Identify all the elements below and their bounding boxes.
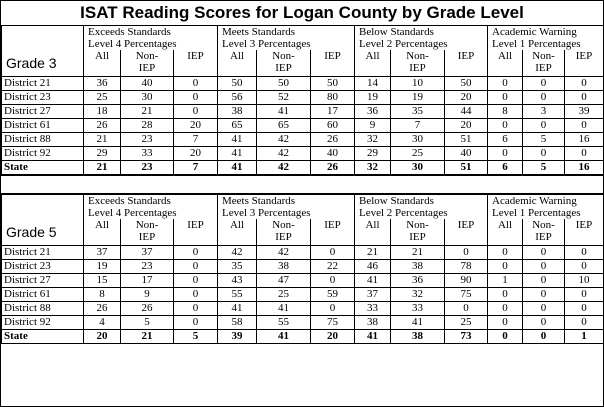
score-cell: 33 [391, 302, 445, 316]
score-cell: 26 [84, 119, 121, 133]
score-cell: 0 [174, 91, 218, 105]
score-cell: 0 [311, 302, 355, 316]
score-cell: 37 [84, 246, 121, 260]
score-cell: 0 [445, 246, 488, 260]
sub-header: All [218, 50, 257, 77]
score-cell: 0 [488, 260, 523, 274]
score-cell: 7 [174, 161, 218, 175]
score-cell: 0 [174, 274, 218, 288]
score-cell: 0 [565, 260, 604, 274]
score-cell: 26 [84, 302, 121, 316]
row-label: District 61 [2, 119, 84, 133]
score-cell: 55 [257, 316, 311, 330]
score-cell: 25 [391, 147, 445, 161]
score-cell: 5 [523, 161, 565, 175]
score-cell: 38 [218, 105, 257, 119]
score-cell: 8 [488, 105, 523, 119]
score-cell: 19 [84, 260, 121, 274]
score-cell: 42 [257, 161, 311, 175]
score-cell: 16 [565, 161, 604, 175]
score-cell: 21 [355, 246, 391, 260]
score-cell: 0 [523, 330, 565, 344]
row-label: District 23 [2, 260, 84, 274]
sub-header [257, 50, 311, 77]
row-label: District 61 [2, 288, 84, 302]
score-cell: 41 [218, 161, 257, 175]
group-header-line: Level 1 Percentages [492, 207, 581, 219]
group-header [488, 26, 604, 51]
row-label: District 92 [2, 147, 84, 161]
sub-header-line: Non- [272, 50, 295, 62]
score-cell: 58 [218, 316, 257, 330]
district-row [2, 91, 604, 105]
score-cell: 41 [257, 302, 311, 316]
score-cell: 40 [311, 147, 355, 161]
group-header [84, 26, 218, 51]
district-row [2, 316, 604, 330]
group-header [355, 195, 488, 220]
group-header-row [2, 195, 604, 220]
score-cell: 0 [565, 77, 604, 91]
grade-label: Grade 5 [2, 219, 84, 246]
score-cell: 42 [257, 246, 311, 260]
score-cell: 52 [257, 91, 311, 105]
district-row [2, 105, 604, 119]
score-cell: 21 [121, 105, 174, 119]
sub-header-line: IEP [409, 62, 426, 74]
score-cell: 36 [84, 77, 121, 91]
score-cell: 41 [257, 105, 311, 119]
sub-header: IEP [445, 219, 488, 246]
row-label: District 21 [2, 77, 84, 91]
district-row [2, 260, 604, 274]
sub-header: All [84, 219, 121, 246]
score-cell: 20 [174, 147, 218, 161]
sub-header-line: Non- [532, 219, 555, 231]
score-cell: 40 [121, 77, 174, 91]
section-spacer [1, 175, 603, 194]
group-header-line: Meets Standards [222, 195, 296, 207]
score-cell: 29 [84, 147, 121, 161]
group-header-line: Below Standards [359, 26, 434, 38]
score-cell: 7 [391, 119, 445, 133]
score-cell: 32 [355, 133, 391, 147]
score-cell: 37 [121, 246, 174, 260]
score-cell: 0 [311, 274, 355, 288]
score-cell: 0 [488, 91, 523, 105]
score-cell: 38 [257, 260, 311, 274]
row-label: District 23 [2, 91, 84, 105]
score-cell: 1 [488, 274, 523, 288]
score-cell: 41 [218, 302, 257, 316]
score-cell: 50 [445, 77, 488, 91]
sub-header: IEP [311, 50, 355, 77]
score-cell: 55 [218, 288, 257, 302]
score-cell: 39 [218, 330, 257, 344]
score-cell: 56 [218, 91, 257, 105]
sub-header: IEP [311, 219, 355, 246]
score-cell: 5 [121, 316, 174, 330]
score-cell: 0 [174, 316, 218, 330]
score-cell: 36 [355, 105, 391, 119]
group-header [488, 195, 604, 220]
district-row [2, 246, 604, 260]
sub-header-line: IEP [409, 231, 426, 243]
score-cell: 21 [391, 246, 445, 260]
row-label: District 21 [2, 246, 84, 260]
score-cell: 38 [355, 316, 391, 330]
score-cell: 0 [523, 119, 565, 133]
sub-header-line: IEP [275, 62, 292, 74]
score-cell: 0 [565, 91, 604, 105]
score-cell: 29 [355, 147, 391, 161]
group-header-line: Level 2 Percentages [359, 207, 448, 219]
grade-label: Grade 3 [2, 50, 84, 77]
score-cell: 50 [311, 77, 355, 91]
score-cell: 0 [523, 147, 565, 161]
sub-header-row [2, 50, 604, 77]
score-cell: 9 [355, 119, 391, 133]
group-header-line: Exceeds Standards [88, 195, 171, 207]
sub-header-line: IEP [535, 231, 552, 243]
score-cell: 65 [218, 119, 257, 133]
score-cell: 0 [565, 316, 604, 330]
score-cell: 0 [174, 246, 218, 260]
group-header-line: Level 4 Percentages [88, 207, 177, 219]
header-corner [2, 26, 84, 51]
sub-header-line: IEP [535, 62, 552, 74]
score-cell: 90 [445, 274, 488, 288]
score-cell: 15 [84, 274, 121, 288]
page-title: ISAT Reading Scores for Logan County by Grade Level [80, 3, 524, 22]
score-cell: 0 [445, 302, 488, 316]
score-cell: 25 [84, 91, 121, 105]
score-cell: 21 [121, 330, 174, 344]
sub-header [391, 50, 445, 77]
sub-header-line: IEP [138, 62, 156, 74]
score-cell: 0 [488, 147, 523, 161]
score-cell: 3 [523, 105, 565, 119]
score-cell: 0 [488, 302, 523, 316]
score-cell: 26 [311, 161, 355, 175]
score-cell: 60 [311, 119, 355, 133]
score-cell: 0 [174, 302, 218, 316]
score-cell: 35 [218, 260, 257, 274]
score-cell: 0 [488, 246, 523, 260]
score-cell: 41 [257, 330, 311, 344]
score-cell: 26 [121, 302, 174, 316]
score-cell: 0 [488, 77, 523, 91]
sub-header [121, 50, 174, 77]
score-cell: 14 [355, 77, 391, 91]
score-cell: 23 [121, 133, 174, 147]
score-cell: 21 [84, 133, 121, 147]
score-cell: 5 [523, 133, 565, 147]
score-cell: 0 [565, 119, 604, 133]
score-cell: 6 [488, 161, 523, 175]
score-cell: 35 [391, 105, 445, 119]
score-cell: 7 [174, 133, 218, 147]
district-row [2, 302, 604, 316]
score-cell: 51 [445, 133, 488, 147]
score-cell: 65 [257, 119, 311, 133]
score-cell: 22 [311, 260, 355, 274]
score-cell: 47 [257, 274, 311, 288]
score-cell: 19 [355, 91, 391, 105]
score-cell: 8 [84, 288, 121, 302]
score-cell: 21 [84, 161, 121, 175]
sub-header-line: IEP [138, 231, 156, 243]
sub-header: IEP [174, 219, 218, 246]
row-label: District 27 [2, 274, 84, 288]
score-cell: 10 [391, 77, 445, 91]
score-cell: 50 [218, 77, 257, 91]
group-header-row [2, 26, 604, 51]
sub-header-line: Non- [272, 219, 295, 231]
header-corner [2, 195, 84, 220]
score-cell: 41 [391, 316, 445, 330]
sub-header-line: Non- [532, 50, 555, 62]
district-row [2, 133, 604, 147]
score-cell: 41 [355, 274, 391, 288]
score-cell: 51 [445, 161, 488, 175]
sub-header-line: IEP [275, 231, 292, 243]
district-row [2, 119, 604, 133]
score-cell: 19 [391, 91, 445, 105]
district-row [2, 147, 604, 161]
score-cell: 20 [445, 119, 488, 133]
score-cell: 0 [523, 77, 565, 91]
sub-header-line: Non- [135, 50, 159, 62]
score-cell: 0 [523, 91, 565, 105]
score-cell: 0 [488, 288, 523, 302]
row-label: District 88 [2, 133, 84, 147]
score-cell: 4 [84, 316, 121, 330]
score-cell: 20 [445, 91, 488, 105]
score-cell: 59 [311, 288, 355, 302]
score-cell: 43 [218, 274, 257, 288]
score-cell: 30 [121, 91, 174, 105]
sub-header: IEP [174, 50, 218, 77]
score-cell: 80 [311, 91, 355, 105]
score-cell: 9 [121, 288, 174, 302]
score-cell: 28 [121, 119, 174, 133]
score-cell: 6 [488, 133, 523, 147]
sub-header: IEP [565, 219, 604, 246]
score-cell: 1 [565, 330, 604, 344]
score-cell: 0 [523, 316, 565, 330]
district-row [2, 77, 604, 91]
sub-header: All [488, 50, 523, 77]
state-row [2, 161, 604, 175]
score-cell: 38 [391, 330, 445, 344]
score-cell: 0 [565, 147, 604, 161]
group-header-line: Academic Warning [492, 195, 577, 207]
sub-header: All [84, 50, 121, 77]
grade-table-grade-3 [1, 25, 604, 175]
group-header [84, 195, 218, 220]
score-cell: 20 [84, 330, 121, 344]
sub-header: IEP [445, 50, 488, 77]
score-cell: 0 [523, 274, 565, 288]
group-header [218, 26, 355, 51]
group-header-line: Exceeds Standards [88, 26, 171, 38]
score-cell: 26 [311, 133, 355, 147]
group-header-line: Academic Warning [492, 26, 577, 38]
sub-header-line: Non- [135, 219, 159, 231]
score-cell: 16 [565, 133, 604, 147]
score-cell: 50 [257, 77, 311, 91]
sub-header: All [488, 219, 523, 246]
group-header [218, 195, 355, 220]
sub-header [523, 50, 565, 77]
score-cell: 0 [523, 260, 565, 274]
score-cell: 30 [391, 133, 445, 147]
score-cell: 0 [488, 330, 523, 344]
group-header-line: Level 3 Percentages [222, 38, 311, 50]
score-cell: 75 [445, 288, 488, 302]
score-cell: 0 [523, 246, 565, 260]
row-label: District 27 [2, 105, 84, 119]
sub-header: All [218, 219, 257, 246]
score-cell: 0 [174, 105, 218, 119]
sub-header-line: Non- [406, 219, 429, 231]
group-header-line: Level 3 Percentages [222, 207, 311, 219]
score-cell: 41 [355, 330, 391, 344]
score-cell: 0 [565, 246, 604, 260]
score-cell: 0 [174, 288, 218, 302]
sub-header-line: Non- [406, 50, 429, 62]
score-cell: 18 [84, 105, 121, 119]
score-cell: 0 [174, 77, 218, 91]
group-header-line: Level 2 Percentages [359, 38, 448, 50]
group-header-line: Below Standards [359, 195, 434, 207]
score-cell: 41 [218, 147, 257, 161]
score-cell: 0 [523, 302, 565, 316]
score-cell: 33 [355, 302, 391, 316]
score-cell: 32 [355, 161, 391, 175]
score-cell: 44 [445, 105, 488, 119]
score-cell: 0 [523, 288, 565, 302]
score-cell: 78 [445, 260, 488, 274]
grade-table-grade-5 [1, 194, 604, 344]
score-cell: 20 [311, 330, 355, 344]
score-cell: 38 [391, 260, 445, 274]
group-header-line: Meets Standards [222, 26, 296, 38]
score-cell: 0 [565, 302, 604, 316]
district-row [2, 288, 604, 302]
score-cell: 5 [174, 330, 218, 344]
sub-header-row [2, 219, 604, 246]
score-cell: 25 [445, 316, 488, 330]
score-cell: 46 [355, 260, 391, 274]
score-cell: 0 [311, 246, 355, 260]
score-cell: 39 [565, 105, 604, 119]
score-cell: 42 [218, 246, 257, 260]
score-cell: 73 [445, 330, 488, 344]
group-header-line: Level 4 Percentages [88, 38, 177, 50]
state-row [2, 330, 604, 344]
score-cell: 0 [488, 316, 523, 330]
score-cell: 0 [565, 288, 604, 302]
group-header-line: Level 1 Percentages [492, 38, 581, 50]
score-cell: 17 [311, 105, 355, 119]
score-cell: 10 [565, 274, 604, 288]
sub-header: IEP [565, 50, 604, 77]
score-cell: 25 [257, 288, 311, 302]
score-cell: 23 [121, 260, 174, 274]
score-cell: 40 [445, 147, 488, 161]
row-label: District 88 [2, 302, 84, 316]
score-cell: 42 [257, 133, 311, 147]
score-cell: 42 [257, 147, 311, 161]
district-row [2, 274, 604, 288]
score-cell: 30 [391, 161, 445, 175]
score-cell: 33 [121, 147, 174, 161]
sub-header [121, 219, 174, 246]
score-cell: 75 [311, 316, 355, 330]
row-label: State [2, 161, 84, 175]
row-label: District 92 [2, 316, 84, 330]
score-cell: 0 [174, 260, 218, 274]
score-cell: 41 [218, 133, 257, 147]
row-label: State [2, 330, 84, 344]
score-cell: 20 [174, 119, 218, 133]
sub-header [257, 219, 311, 246]
sub-header [523, 219, 565, 246]
score-cell: 23 [121, 161, 174, 175]
score-cell: 32 [391, 288, 445, 302]
score-cell: 36 [391, 274, 445, 288]
sub-header: All [355, 219, 391, 246]
group-header [355, 26, 488, 51]
score-cell: 0 [488, 119, 523, 133]
score-cell: 37 [355, 288, 391, 302]
sub-header [391, 219, 445, 246]
score-cell: 17 [121, 274, 174, 288]
sub-header: All [355, 50, 391, 77]
score-tables [1, 25, 603, 344]
